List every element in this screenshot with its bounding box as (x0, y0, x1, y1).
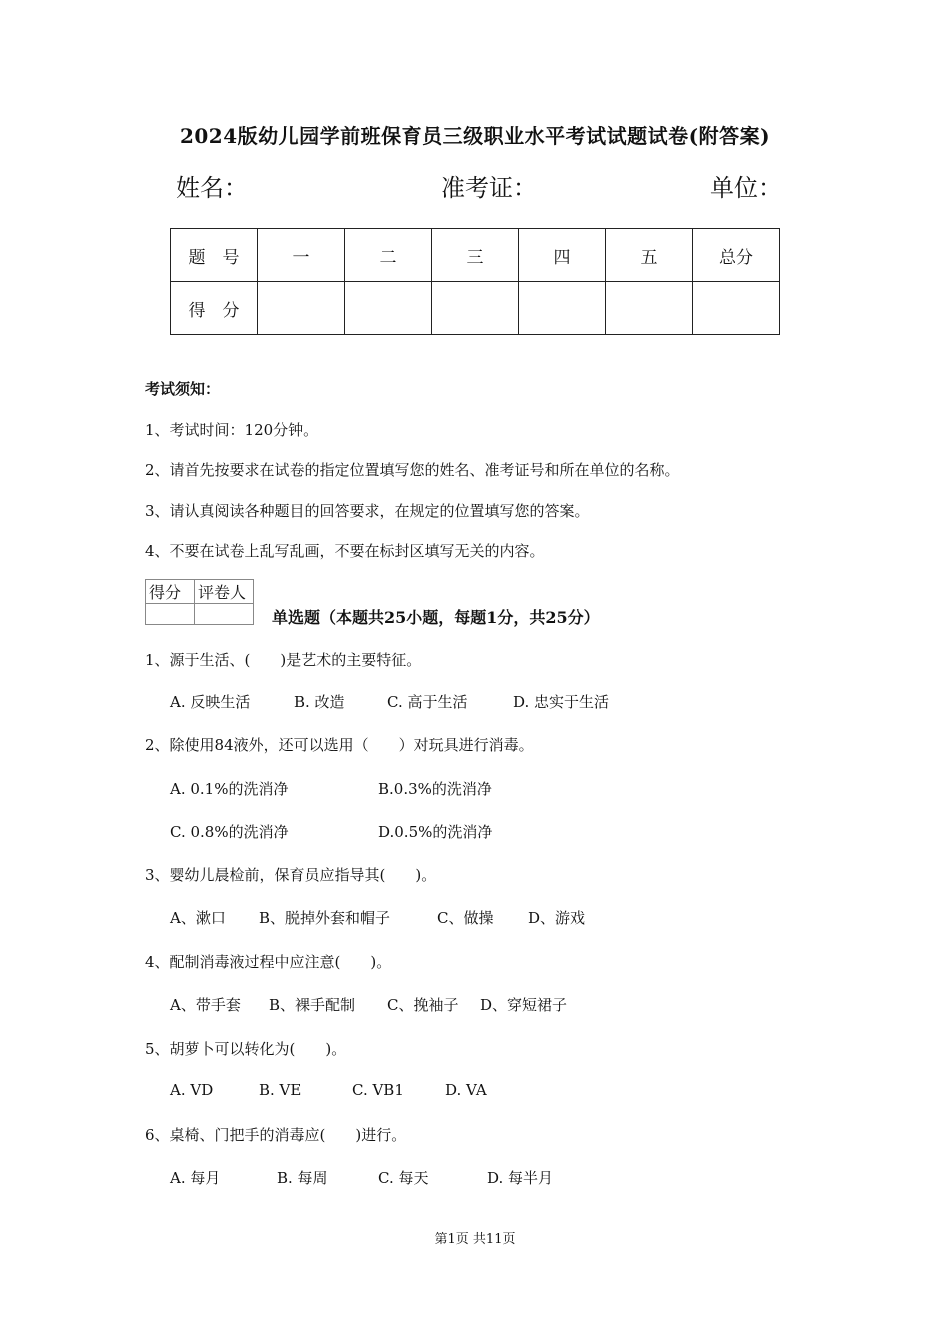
question-option: C. 高于生活 (387, 693, 468, 711)
question-option: B、裸手配制 (269, 996, 356, 1014)
grader-name-label: 评卷人 (195, 580, 254, 604)
score-table-header-row (171, 229, 780, 282)
notice-item: 1、考试时间：120分钟。 (145, 421, 319, 439)
score-cell (345, 282, 432, 335)
question-option: A. 0.1%的洗消净 (170, 780, 289, 798)
question-option: C、做操 (437, 909, 494, 927)
score-header-cell: 三 (432, 229, 519, 282)
section-title: 单选题（本题共25小题，每题1分，共25分） (272, 608, 600, 627)
question-stem: 2、除使用84液外，还可以选用（ ）对玩具进行消毒。 (145, 736, 534, 754)
score-table-score-row (171, 282, 780, 335)
question-option: B.0.3%的洗消净 (378, 780, 492, 798)
question-option: C. VB1 (352, 1081, 404, 1099)
page-footer: 第1页 共11页 (434, 1232, 516, 1247)
question-option: A、带手套 (170, 996, 241, 1014)
question-stem: 5、胡萝卜可以转化为( )。 (145, 1040, 347, 1058)
question-option: B. 改造 (294, 693, 345, 711)
question-option: C. 0.8%的洗消净 (170, 823, 289, 841)
question-option: B、脱掉外套和帽子 (259, 909, 391, 927)
score-header-cell: 总分 (693, 229, 780, 282)
exam-id-label: 准考证： (441, 174, 537, 202)
question-stem: 6、桌椅、门把手的消毒应( )进行。 (145, 1126, 407, 1144)
unit-label: 单位： (710, 174, 782, 202)
score-header-cell: 题 号 (171, 229, 258, 282)
notice-item: 2、请首先按要求在试卷的指定位置填写您的姓名、准考证号和所在单位的名称。 (145, 461, 680, 479)
grader-score-cell (146, 604, 195, 625)
question-option: D. 忠实于生活 (513, 693, 610, 711)
page-title: 2024版幼儿园学前班保育员三级职业水平考试试题试卷(附答案) (179, 124, 771, 148)
grader-box (145, 579, 254, 625)
question-option: A、漱口 (170, 909, 226, 927)
question-option: D、穿短裙子 (480, 996, 568, 1014)
score-cell (519, 282, 606, 335)
score-header-cell: 四 (519, 229, 606, 282)
notice-item: 3、请认真阅读各种题目的回答要求，在规定的位置填写您的答案。 (145, 502, 590, 520)
question-option: B. 每周 (277, 1169, 328, 1187)
question-option: C. 每天 (378, 1169, 429, 1187)
score-header-cell: 二 (345, 229, 432, 282)
grader-score-label: 得分 (146, 580, 195, 604)
score-header-cell: 一 (258, 229, 345, 282)
question-stem: 1、源于生活、( )是艺术的主要特征。 (145, 651, 422, 669)
question-option: D.0.5%的洗消净 (378, 823, 493, 841)
question-option: D、游戏 (528, 909, 586, 927)
question-option: C、挽袖子 (387, 996, 459, 1014)
question-option: A. 反映生活 (170, 693, 251, 711)
score-cell (606, 282, 693, 335)
question-option: A. 每月 (170, 1169, 221, 1187)
question-option: D. VA (445, 1081, 487, 1099)
question-stem: 3、婴幼儿晨检前，保育员应指导其( )。 (145, 866, 437, 884)
score-header-cell: 五 (606, 229, 693, 282)
grader-name-cell (195, 604, 254, 625)
notice-item: 4、不要在试卷上乱写乱画，不要在标封区填写无关的内容。 (145, 542, 545, 560)
score-cell (258, 282, 345, 335)
score-table (170, 228, 780, 335)
notice-heading: 考试须知： (145, 380, 221, 398)
score-cell (693, 282, 780, 335)
score-row-label: 得 分 (171, 282, 258, 335)
question-stem: 4、配制消毒液过程中应注意( )。 (145, 953, 392, 971)
question-option: A. VD (170, 1081, 214, 1099)
name-label: 姓名： (176, 174, 248, 202)
question-option: D. 每半月 (487, 1169, 554, 1187)
question-option: B. VE (259, 1081, 302, 1099)
score-cell (432, 282, 519, 335)
